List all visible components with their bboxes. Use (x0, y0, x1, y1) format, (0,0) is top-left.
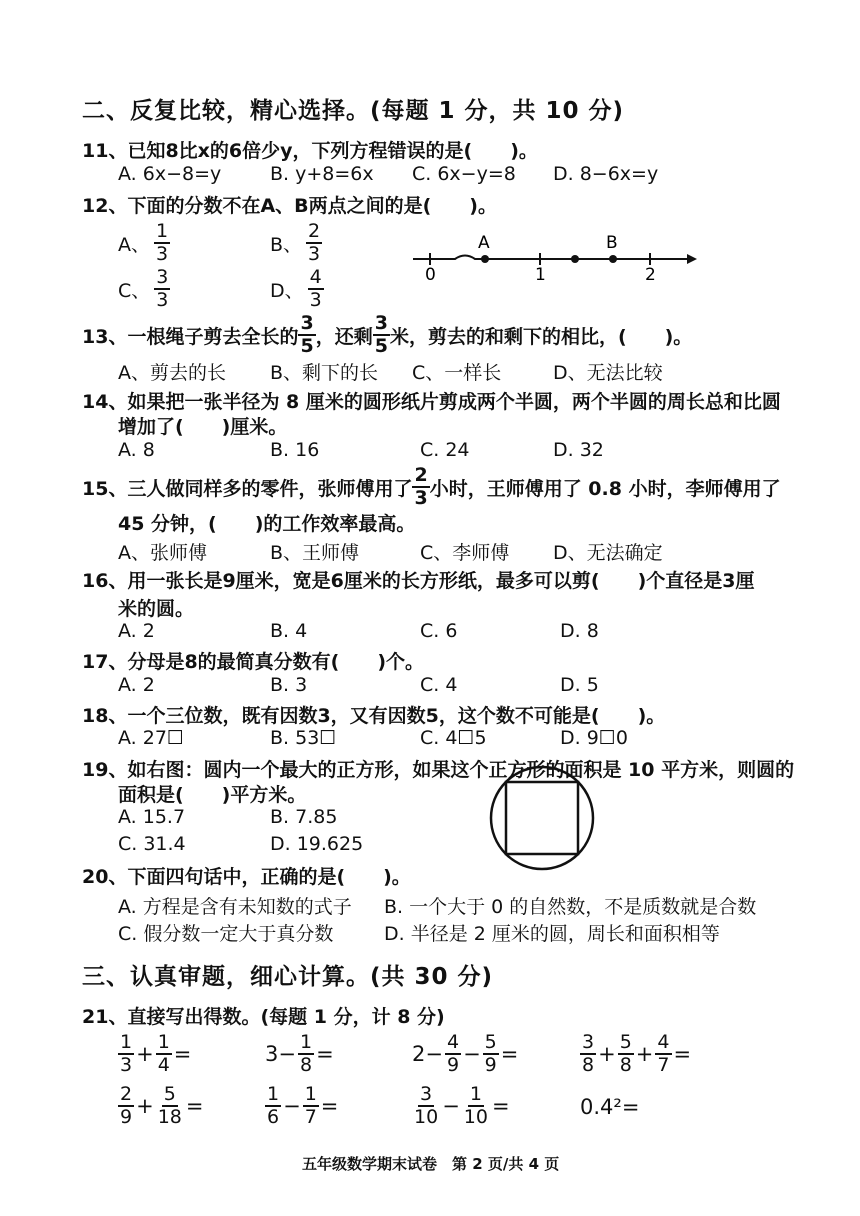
q12-option-b[interactable]: B、 $\frac{2}{3}$ (270, 220, 321, 265)
q21-expr-7: $\frac{3}{10}$ − $\frac{1}{10}$ = (414, 1083, 510, 1128)
q19-stem-line2: 面积是( )平方米。 (118, 784, 307, 806)
q21-expr-1: $\frac{1}{3}$ + $\frac{1}{4}$ = (120, 1031, 192, 1076)
q21-stem: 21、直接写出得数。(每题 1 分，计 8 分) (82, 1006, 445, 1028)
q19-option-c[interactable]: C. 31.4 (118, 833, 186, 855)
q21-expr-4: $\frac{3}{8}$ + $\frac{5}{8}$ + $\frac{4}{7}$ = (582, 1031, 692, 1076)
q15-option-d[interactable]: D、无法确定 (553, 542, 663, 564)
q11-stem: 11、已知8比x的6倍少y，下列方程错误的是( )。 (82, 140, 538, 162)
q15-stem-line2: 45 分钟，( )的工作效率最高。 (118, 513, 416, 535)
q14-option-d[interactable]: D. 32 (553, 439, 604, 461)
q18-stem: 18、一个三位数，既有因数3，又有因数5，这个数不可能是( )。 (82, 705, 666, 727)
q14-option-a[interactable]: A. 8 (118, 439, 155, 461)
q19-option-d[interactable]: D. 19.625 (270, 833, 364, 855)
q18-option-a[interactable]: A. 27☐ (118, 727, 184, 749)
q16-option-d[interactable]: D. 8 (560, 620, 599, 642)
q11-option-d[interactable]: D. 8−6x=y (553, 163, 659, 185)
q12-option-d[interactable]: D、 $\frac{4}{3}$ (270, 266, 322, 311)
q17-option-b[interactable]: B. 3 (270, 674, 308, 696)
q20-option-a[interactable]: A. 方程是含有未知数的式子 (118, 896, 352, 918)
section2-title: 二、反复比较，精心选择。(每题 1 分，共 10 分) (82, 98, 625, 124)
q20-option-c[interactable]: C. 假分数一定大于真分数 (118, 923, 334, 945)
number-line-label-0: 0 (425, 265, 436, 285)
q11-option-c[interactable]: C. 6x−y=8 (412, 163, 516, 185)
q18-option-d[interactable]: D. 9☐0 (560, 727, 628, 749)
q16-option-a[interactable]: A. 2 (118, 620, 155, 642)
q19-option-a[interactable]: A. 15.7 (118, 806, 186, 828)
q21-expr-6: $\frac{1}{6}$ − $\frac{1}{7}$ = (267, 1083, 339, 1128)
q21-expr-5: $\frac{2}{9}$ + $\frac{5}{18}$ = (120, 1083, 204, 1128)
q13-option-c[interactable]: C、一样长 (412, 362, 502, 384)
q20-stem: 20、下面四句话中，正确的是( )。 (82, 866, 411, 888)
q14-stem-line2: 增加了( )厘米。 (118, 416, 288, 438)
q19-stem-line1: 19、如右图：圆内一个最大的正方形，如果这个正方形的面积是 10 平方米，则圆的 (82, 759, 795, 781)
q11-option-b[interactable]: B. y+8=6x (270, 163, 374, 185)
q16-option-b[interactable]: B. 4 (270, 620, 308, 642)
q14-option-c[interactable]: C. 24 (420, 439, 470, 461)
number-line-point-a: A (478, 233, 490, 253)
q21-expr-3: 2− $\frac{4}{9}$ − $\frac{5}{9}$ = (412, 1031, 519, 1076)
q17-option-a[interactable]: A. 2 (118, 674, 155, 696)
q15-option-b[interactable]: B、王师傅 (270, 542, 360, 564)
number-line (405, 230, 700, 285)
number-line-label-1: 1 (535, 265, 546, 285)
page-footer: 五年级数学期末试卷 第 2 页/共 4 页 (302, 1155, 560, 1173)
q12-option-c[interactable]: C、 $\frac{3}{3}$ (118, 266, 169, 311)
q15-option-c[interactable]: C、李师傅 (420, 542, 510, 564)
q19-option-b[interactable]: B. 7.85 (270, 806, 338, 828)
q12-option-a[interactable]: A、 $\frac{1}{3}$ (118, 220, 169, 265)
q20-option-d[interactable]: D. 半径是 2 厘米的圆，周长和面积相等 (384, 923, 720, 945)
circle-square-figure (488, 764, 596, 872)
q21-expr-2: 3− $\frac{1}{8}$ = (265, 1031, 334, 1076)
q21-expr-8: 0.4²= (580, 1095, 640, 1119)
q16-stem-line1: 16、用一张长是9厘米，宽是6厘米的长方形纸，最多可以剪( )个直径是3厘 (82, 570, 755, 592)
q12-stem: 12、下面的分数不在A、B两点之间的是( )。 (82, 195, 497, 217)
q13-stem: 13、一根绳子剪去全长的 $\frac{3}{5}$ ，还剩 $\frac{3}{5}$ 米，剪去的和剩下的相比，( )。 (82, 312, 693, 357)
number-line-point-b: B (606, 233, 618, 253)
q17-option-d[interactable]: D. 5 (560, 674, 599, 696)
q15-option-a[interactable]: A、张师傅 (118, 542, 207, 564)
q11-option-a[interactable]: A. 6x−8=y (118, 163, 222, 185)
q18-option-b[interactable]: B. 53☐ (270, 727, 337, 749)
q14-option-b[interactable]: B. 16 (270, 439, 320, 461)
q15-stem-line1: 15、三人做同样多的零件，张师傅用了 $\frac{2}{3}$ 小时，王师傅用了 0.8 小时，李师傅用了 (82, 464, 781, 509)
number-line-label-2: 2 (645, 265, 656, 285)
q13-option-a[interactable]: A、剪去的长 (118, 362, 226, 384)
q13-option-d[interactable]: D、无法比较 (553, 362, 663, 384)
q17-option-c[interactable]: C. 4 (420, 674, 458, 696)
q16-option-c[interactable]: C. 6 (420, 620, 458, 642)
q13-option-b[interactable]: B、剩下的长 (270, 362, 379, 384)
q17-stem: 17、分母是8的最简真分数有( )个。 (82, 651, 425, 673)
section3-title: 三、认真审题，细心计算。(共 30 分) (82, 964, 494, 990)
q20-option-b[interactable]: B. 一个大于 0 的自然数，不是质数就是合数 (384, 896, 757, 918)
q16-stem-line2: 米的圆。 (118, 598, 195, 620)
q18-option-c[interactable]: C. 4☐5 (420, 727, 487, 749)
q14-stem-line1: 14、如果把一张半径为 8 厘米的圆形纸片剪成两个半圆，两个半圆的周长总和比圆 (82, 391, 781, 413)
